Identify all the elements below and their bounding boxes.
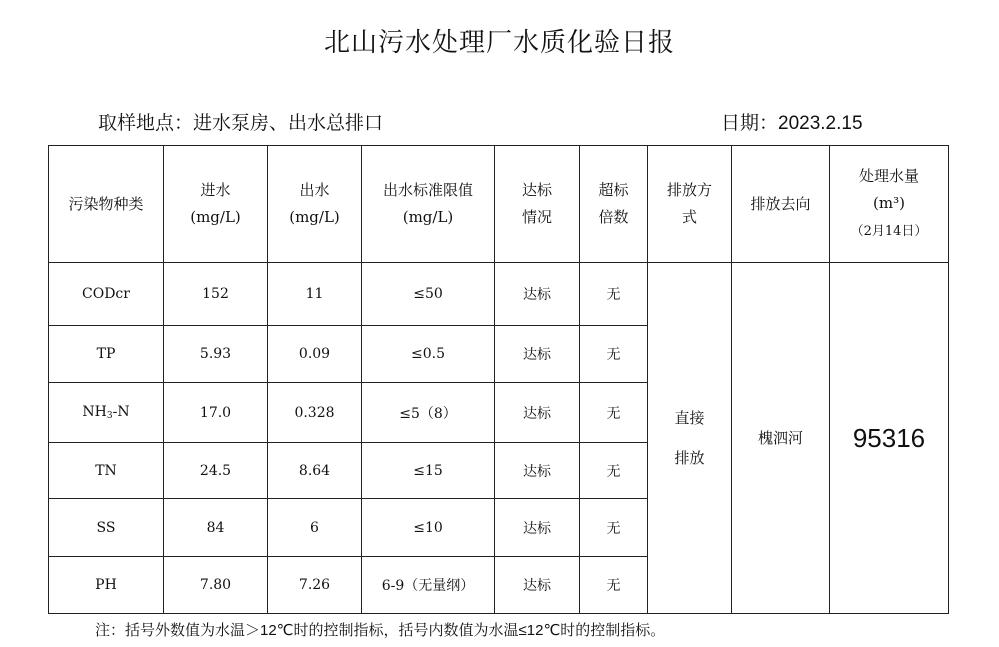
limit-value: ≤10	[362, 499, 495, 557]
sampling-location: 取样地点：进水泵房、出水总排口	[98, 113, 384, 134]
header-method: 排放方 式	[648, 146, 732, 263]
influent-value: 152	[164, 263, 268, 326]
pollutant-name: PH	[49, 557, 164, 614]
discharge-method: 直接 排放	[648, 263, 732, 614]
exceed-value: 无	[580, 383, 648, 443]
exceed-value: 无	[580, 443, 648, 499]
influent-value: 5.93	[164, 326, 268, 383]
pollutant-name: SS	[49, 499, 164, 557]
limit-value: 6-9（无量纲）	[362, 557, 495, 614]
status-value: 达标	[495, 383, 580, 443]
header-limit: 出水标准限值 (mg/L)	[362, 146, 495, 263]
effluent-value: 6	[268, 499, 362, 557]
water-quality-table	[48, 145, 949, 614]
pollutant-name: $NH_3-N$	[49, 383, 164, 443]
treated-volume: 95316	[830, 263, 949, 614]
status-value: 达标	[495, 263, 580, 326]
report-date: 日期：2023.2.15	[721, 113, 863, 134]
pollutant-name: CODcr	[49, 263, 164, 326]
pollutant-name: TP	[49, 326, 164, 383]
header-influent: 进水 (mg/L)	[164, 146, 268, 263]
table-row	[49, 263, 949, 326]
influent-value: 17.0	[164, 383, 268, 443]
influent-value: 7.80	[164, 557, 268, 614]
effluent-value: 7.26	[268, 557, 362, 614]
exceed-value: 无	[580, 557, 648, 614]
limit-value: ≤5（8）	[362, 383, 495, 443]
effluent-value: 8.64	[268, 443, 362, 499]
status-value: 达标	[495, 557, 580, 614]
pollutant-name: TN	[49, 443, 164, 499]
exceed-value: 无	[580, 326, 648, 383]
discharge-destination: 槐泗河	[732, 263, 830, 614]
page-title: 北山污水处理厂水质化验日报	[323, 27, 675, 57]
footnote: 注：括号外数值为水温＞12℃时的控制指标，括号内数值为水温≤12℃时的控制指标。	[95, 622, 666, 639]
header-volume: 处理水量 (m³) （2月14日）	[830, 146, 949, 263]
influent-value: 84	[164, 499, 268, 557]
table-header-row	[49, 146, 949, 263]
status-value: 达标	[495, 443, 580, 499]
limit-value: ≤50	[362, 263, 495, 326]
exceed-value: 无	[580, 499, 648, 557]
header-destination: 排放去向	[732, 146, 830, 263]
limit-value: ≤0.5	[362, 326, 495, 383]
influent-value: 24.5	[164, 443, 268, 499]
effluent-value: 0.328	[268, 383, 362, 443]
header-status: 达标 情况	[495, 146, 580, 263]
effluent-value: 11	[268, 263, 362, 326]
header-pollutant: 污染物种类	[49, 146, 164, 263]
header-exceed: 超标 倍数	[580, 146, 648, 263]
exceed-value: 无	[580, 263, 648, 326]
header-effluent: 出水 (mg/L)	[268, 146, 362, 263]
limit-value: ≤15	[362, 443, 495, 499]
effluent-value: 0.09	[268, 326, 362, 383]
status-value: 达标	[495, 499, 580, 557]
status-value: 达标	[495, 326, 580, 383]
